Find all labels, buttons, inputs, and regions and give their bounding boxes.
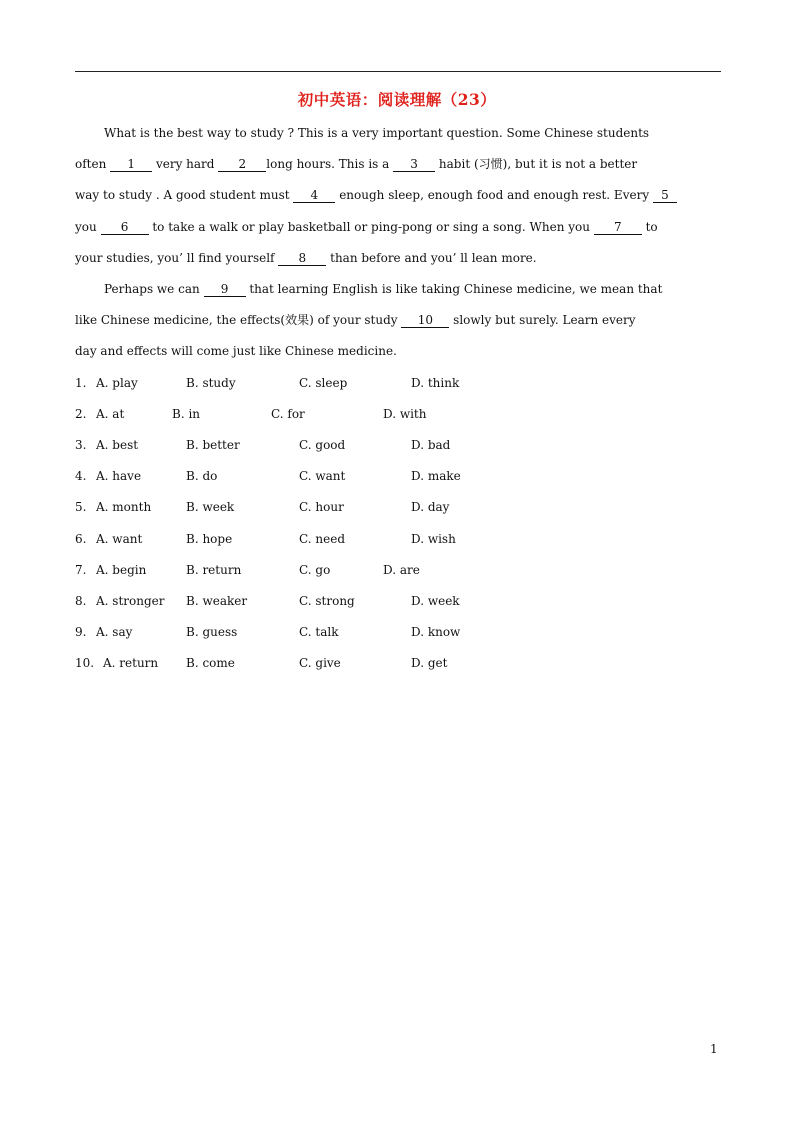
option-a: A. return bbox=[103, 656, 159, 670]
option-b: B. guess bbox=[186, 625, 238, 639]
passage-text: Perhaps we can bbox=[104, 282, 204, 296]
passage-text: habit (习惯), but it is not a better bbox=[435, 157, 638, 171]
passage-text: slowly but surely. Learn every bbox=[449, 313, 636, 327]
passage-line bbox=[75, 155, 637, 173]
passage-line bbox=[75, 342, 397, 360]
passage-text: than before and you’ ll lean more. bbox=[326, 251, 537, 265]
blank-8: 8 bbox=[278, 251, 326, 266]
option-a: A. at bbox=[96, 407, 125, 421]
option-c: C. talk bbox=[299, 625, 339, 639]
option-row bbox=[75, 498, 575, 516]
option-row bbox=[75, 436, 575, 454]
option-a: A. have bbox=[96, 469, 142, 483]
passage-line bbox=[104, 124, 649, 142]
question-number: 10. bbox=[75, 656, 95, 670]
option-a: A. say bbox=[96, 625, 133, 639]
option-a: A. stronger bbox=[96, 594, 165, 608]
passage-line bbox=[75, 311, 636, 329]
option-a: A. month bbox=[96, 500, 152, 514]
option-d: D. get bbox=[411, 656, 448, 670]
option-c: C. hour bbox=[299, 500, 344, 514]
passage-text: that learning English is like taking Chinese medicine, we mean that bbox=[245, 282, 663, 296]
passage-text: to take a walk or play basketball or ping-pong or sing a song. When you bbox=[148, 220, 594, 234]
blank-3: 3 bbox=[393, 157, 435, 172]
option-c: C. strong bbox=[299, 594, 355, 608]
option-row bbox=[75, 405, 575, 423]
option-a: A. begin bbox=[96, 563, 147, 577]
question-number: 9. bbox=[75, 625, 87, 639]
option-d: D. day bbox=[411, 500, 450, 514]
page-number: 1 bbox=[710, 1042, 718, 1056]
passage-text: to bbox=[641, 220, 658, 234]
option-b: B. better bbox=[186, 438, 240, 452]
question-number: 6. bbox=[75, 532, 87, 546]
option-b: B. in bbox=[172, 407, 201, 421]
passage-text: your studies, you’ ll find yourself bbox=[75, 251, 279, 265]
option-row bbox=[75, 623, 575, 641]
option-b: B. hope bbox=[186, 532, 233, 546]
option-row bbox=[75, 374, 575, 392]
option-d: D. think bbox=[411, 376, 460, 390]
question-number: 5. bbox=[75, 500, 87, 514]
option-a: A. want bbox=[96, 532, 143, 546]
option-b: B. study bbox=[186, 376, 236, 390]
blank-4: 4 bbox=[293, 188, 335, 203]
option-row bbox=[75, 530, 575, 548]
option-c: C. go bbox=[299, 563, 331, 577]
option-row bbox=[75, 467, 575, 485]
passage-line bbox=[75, 218, 658, 236]
option-a: A. best bbox=[96, 438, 139, 452]
blank-10: 10 bbox=[401, 313, 449, 328]
passage-line bbox=[75, 186, 677, 204]
option-d: D. are bbox=[383, 563, 420, 577]
question-number: 1. bbox=[75, 376, 87, 390]
option-c: C. sleep bbox=[299, 376, 348, 390]
option-b: B. week bbox=[186, 500, 235, 514]
option-row bbox=[75, 561, 575, 579]
header-rule bbox=[75, 71, 721, 72]
option-d: D. week bbox=[411, 594, 460, 608]
blank-2: 2 bbox=[218, 157, 266, 172]
passage-text: enough sleep, enough food and enough rest. Every bbox=[335, 188, 653, 202]
option-c: C. need bbox=[299, 532, 345, 546]
passage-text: often bbox=[75, 157, 111, 171]
question-number: 7. bbox=[75, 563, 87, 577]
option-a: A. play bbox=[96, 376, 138, 390]
question-number: 2. bbox=[75, 407, 87, 421]
blank-5: 5 bbox=[653, 188, 677, 203]
blank-7: 7 bbox=[594, 220, 642, 235]
blank-9: 9 bbox=[204, 282, 246, 297]
page-title: 初中英语：阅读理解（23） bbox=[297, 90, 497, 109]
option-d: D. wish bbox=[411, 532, 456, 546]
question-number: 4. bbox=[75, 469, 87, 483]
option-b: B. come bbox=[186, 656, 235, 670]
blank-6: 6 bbox=[101, 220, 149, 235]
option-d: D. know bbox=[411, 625, 461, 639]
blank-1: 1 bbox=[110, 157, 152, 172]
passage-text: day and effects will come just like Chinese medicine. bbox=[75, 344, 397, 358]
option-d: D. make bbox=[411, 469, 461, 483]
question-number: 3. bbox=[75, 438, 87, 452]
question-number: 8. bbox=[75, 594, 87, 608]
passage-text: you bbox=[75, 220, 101, 234]
option-c: C. want bbox=[299, 469, 346, 483]
passage-line bbox=[104, 280, 662, 298]
option-c: C. for bbox=[271, 407, 305, 421]
option-c: C. give bbox=[299, 656, 341, 670]
passage-text: way to study . A good student must bbox=[75, 188, 294, 202]
option-b: B. weaker bbox=[186, 594, 248, 608]
passage-text: very hard bbox=[152, 157, 219, 171]
option-b: B. return bbox=[186, 563, 242, 577]
passage-text: like Chinese medicine, the effects(效果) of your study bbox=[75, 313, 402, 327]
option-row bbox=[75, 654, 575, 672]
passage-text: What is the best way to study ? This is a very important question. Some Chinese students bbox=[104, 126, 650, 140]
passage-line bbox=[75, 249, 537, 267]
passage-text: long hours. This is a bbox=[266, 157, 394, 171]
option-row bbox=[75, 592, 575, 610]
option-d: D. bad bbox=[411, 438, 451, 452]
option-b: B. do bbox=[186, 469, 218, 483]
option-c: C. good bbox=[299, 438, 346, 452]
option-d: D. with bbox=[383, 407, 427, 421]
